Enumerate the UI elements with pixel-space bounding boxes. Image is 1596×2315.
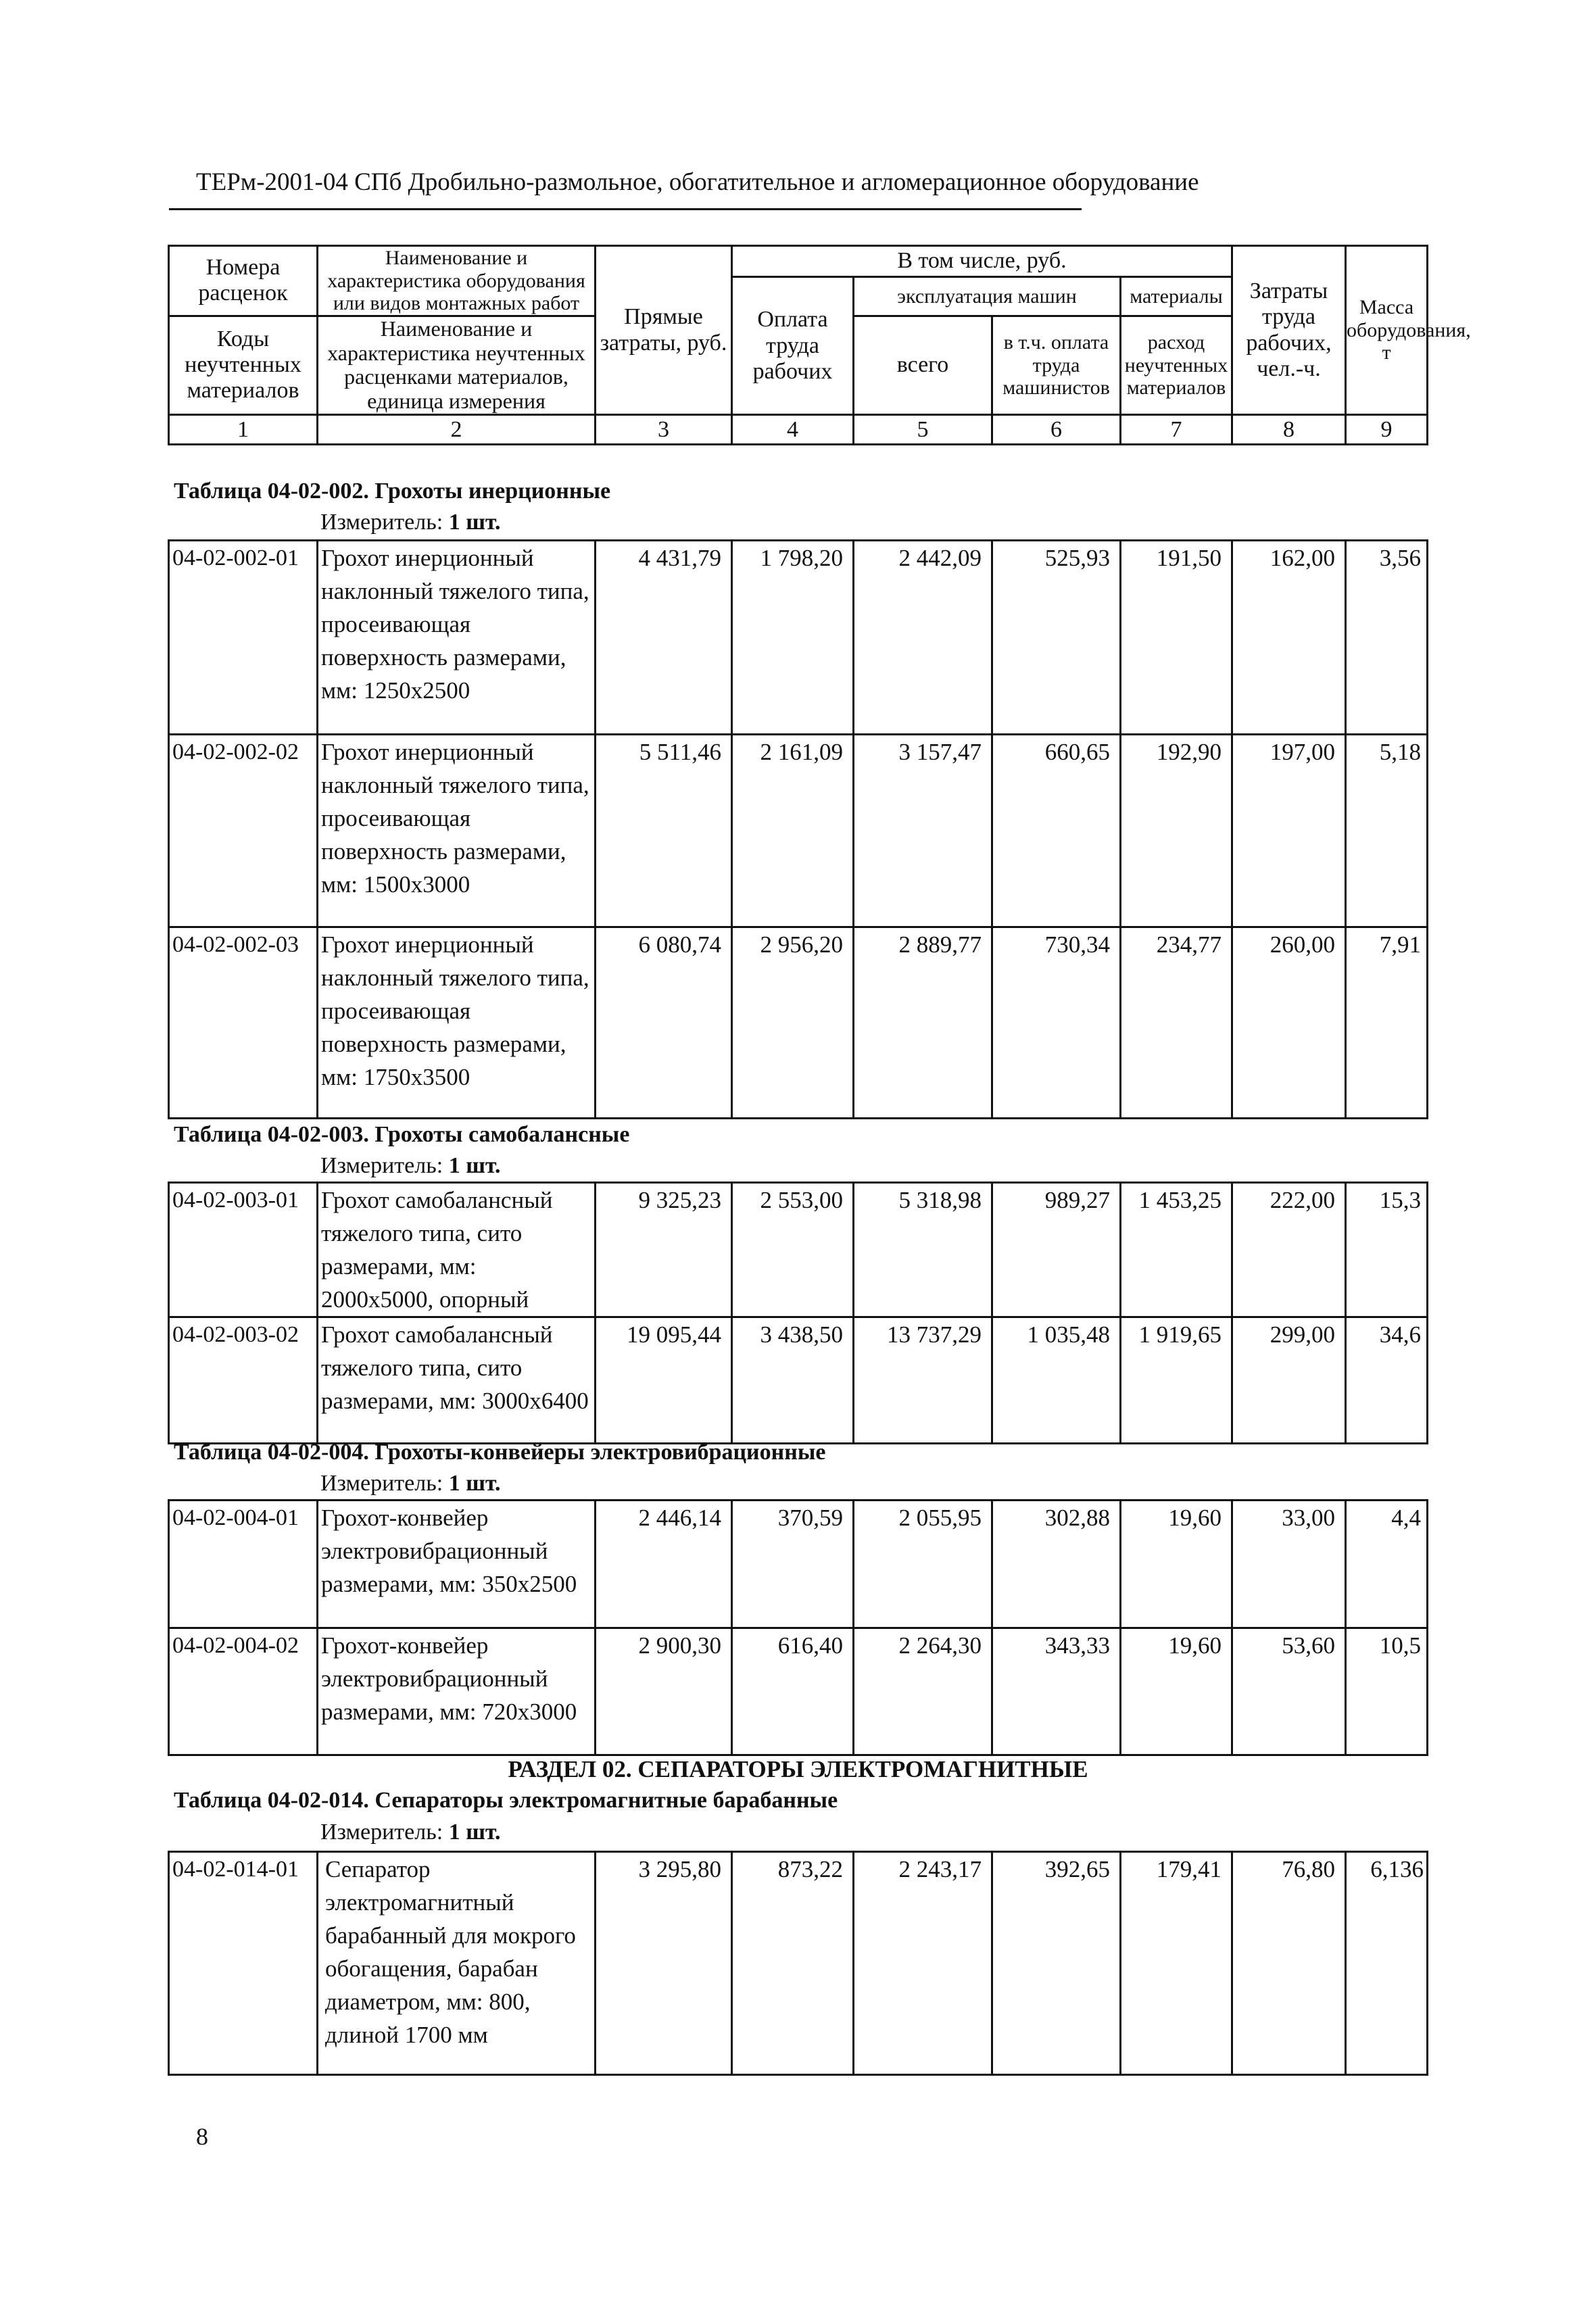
materials: 19,60 (1121, 1501, 1232, 1628)
col-number: 8 (1232, 415, 1346, 445)
materials: 1 453,25 (1121, 1183, 1232, 1317)
machine-labor: 302,88 (992, 1501, 1121, 1628)
mass: 34,6 (1346, 1317, 1428, 1444)
labor-pay: 2 161,09 (732, 735, 854, 927)
table-row (169, 1501, 1428, 1628)
direct-cost: 19 095,44 (596, 1317, 732, 1444)
hdr-labor-hours: Затраты труда рабочих, чел.-ч. (1232, 246, 1346, 415)
machine-labor: 730,34 (992, 927, 1121, 1119)
rate-code: 04-02-003-02 (169, 1317, 318, 1444)
machine-total: 2 055,95 (854, 1501, 992, 1628)
measure-label: Измеритель: (320, 510, 443, 535)
direct-cost: 9 325,23 (596, 1183, 732, 1317)
section-title: РАЗДЕЛ 02. СЕПАРАТОРЫ ЭЛЕКТРОМАГНИТНЫЕ (508, 1756, 1088, 1782)
labor-hours: 299,00 (1232, 1317, 1346, 1444)
table-row (169, 735, 1428, 927)
col-number: 3 (596, 415, 732, 445)
measure-line (320, 1820, 501, 1845)
rate-code: 04-02-004-01 (169, 1501, 318, 1628)
rate-name: Сепаратор электромагнитный барабанный для мокрого обогащения, барабан диаметром, мм: 800, длиной 1700 мм (318, 1852, 596, 2075)
labor-pay: 2 553,00 (732, 1183, 854, 1317)
table-row (169, 1628, 1428, 1755)
measure-unit: 1 шт. (448, 510, 501, 535)
labor-pay: 1 798,20 (732, 541, 854, 735)
machine-total: 5 318,98 (854, 1183, 992, 1317)
table-caption: Таблица 04-02-004. Грохоты-конвейеры электровибрационные (174, 1440, 826, 1465)
rates-table (168, 539, 1428, 1119)
rate-name: Грохот инерционный наклонный тяжелого типа, просеивающая поверхность размерами, мм: 1250х2500 (318, 541, 596, 735)
machine-labor: 660,65 (992, 735, 1121, 927)
rates-table (168, 1851, 1428, 2076)
direct-cost: 2 900,30 (596, 1628, 732, 1755)
measure-unit: 1 шт. (448, 1820, 501, 1845)
machine-total: 2 889,77 (854, 927, 992, 1119)
rate-name: Грохот-конвейер электровибрационный размерами, мм: 350х2500 (318, 1501, 596, 1628)
rate-code: 04-02-004-02 (169, 1628, 318, 1755)
mass: 3,56 (1346, 541, 1428, 735)
machine-labor: 392,65 (992, 1852, 1121, 2075)
header-table (168, 245, 1471, 445)
col-number: 7 (1121, 415, 1232, 445)
col-number: 5 (854, 415, 992, 445)
rates-table (168, 1181, 1428, 1444)
title-rule (169, 208, 1082, 210)
rate-name: Грохот инерционный наклонный тяжелого типа, просеивающая поверхность размерами, мм: 1500х3000 (318, 735, 596, 927)
rates-table (168, 1499, 1428, 1756)
rate-code: 04-02-002-01 (169, 541, 318, 735)
measure-unit: 1 шт. (448, 1471, 501, 1496)
hdr-including: В том числе, руб. (732, 246, 1232, 277)
labor-pay: 616,40 (732, 1628, 854, 1755)
hdr-mach-total: всего (854, 316, 992, 414)
mass: 10,5 (1346, 1628, 1428, 1755)
labor-pay: 873,22 (732, 1852, 854, 2075)
rate-name: Грохот-конвейер электровибрационный размерами, мм: 720х3000 (318, 1628, 596, 1755)
hdr-codes-bottom: Коды неучтенных материалов (169, 316, 318, 414)
rate-code: 04-02-003-01 (169, 1183, 318, 1317)
direct-cost: 4 431,79 (596, 541, 732, 735)
machine-labor: 989,27 (992, 1183, 1121, 1317)
col-number: 4 (732, 415, 854, 445)
rate-code: 04-02-014-01 (169, 1852, 318, 2075)
col-number: 9 (1346, 415, 1428, 445)
mass: 7,91 (1346, 927, 1428, 1119)
measure-unit: 1 шт. (448, 1153, 501, 1178)
hdr-codes-top: Номера расценок (169, 246, 318, 316)
machine-labor: 1 035,48 (992, 1317, 1121, 1444)
rate-name: Грохот самобалансный тяжелого типа, сито размерами, мм: 3000х6400 (318, 1317, 596, 1444)
rate-code: 04-02-002-03 (169, 927, 318, 1119)
machine-total: 2 442,09 (854, 541, 992, 735)
machine-total: 2 264,30 (854, 1628, 992, 1755)
labor-hours: 197,00 (1232, 735, 1346, 927)
labor-hours: 222,00 (1232, 1183, 1346, 1317)
labor-pay: 2 956,20 (732, 927, 854, 1119)
col-number: 2 (318, 415, 596, 445)
hdr-name-top: Наименование и характеристика оборудования или видов монтажных работ (318, 246, 596, 316)
hdr-labor-pay: Оплата труда рабочих (732, 277, 854, 415)
materials: 234,77 (1121, 927, 1232, 1119)
direct-cost: 2 446,14 (596, 1501, 732, 1628)
mass: 6,136 (1346, 1852, 1428, 2075)
page-number: 8 (196, 2123, 208, 2150)
direct-cost: 3 295,80 (596, 1852, 732, 2075)
hdr-direct: Прямые затраты, руб. (596, 246, 732, 415)
page-title: ТЕРм-2001-04 СПб Дробильно-размольное, обогатительное и агломерационное оборудование (196, 168, 1199, 196)
labor-pay: 370,59 (732, 1501, 854, 1628)
measure-label: Измеритель: (320, 1471, 443, 1496)
mass: 4,4 (1346, 1501, 1428, 1628)
mass: 5,18 (1346, 735, 1428, 927)
direct-cost: 5 511,46 (596, 735, 732, 927)
rate-code: 04-02-002-02 (169, 735, 318, 927)
rate-name: Грохот самобалансный тяжелого типа, сито размерами, мм: 2000х5000, опорный (318, 1183, 596, 1317)
measure-line (320, 1471, 501, 1496)
labor-pay: 3 438,50 (732, 1317, 854, 1444)
machine-total: 3 157,47 (854, 735, 992, 927)
materials: 19,60 (1121, 1628, 1232, 1755)
hdr-mass: Масса оборудования, т (1346, 246, 1428, 415)
table-row (169, 1317, 1428, 1444)
direct-cost: 6 080,74 (596, 927, 732, 1119)
table-row (169, 927, 1428, 1119)
materials: 179,41 (1121, 1852, 1232, 2075)
hdr-mach-labor: в т.ч. оплата труда машинистов (992, 316, 1121, 414)
col-number: 6 (992, 415, 1121, 445)
table-row (169, 541, 1428, 735)
labor-hours: 33,00 (1232, 1501, 1346, 1628)
machine-labor: 525,93 (992, 541, 1121, 735)
measure-label: Измеритель: (320, 1153, 443, 1178)
table-caption: Таблица 04-02-002. Грохоты инерционные (174, 479, 611, 504)
table-caption: Таблица 04-02-014. Сепараторы электромагнитные барабанные (174, 1788, 838, 1813)
mass: 15,3 (1346, 1183, 1428, 1317)
hdr-name-bottom: Наименование и характеристика неучтенных расценками материалов, единица измерения (318, 316, 596, 414)
table-caption: Таблица 04-02-003. Грохоты самобалансные (174, 1122, 630, 1147)
labor-hours: 260,00 (1232, 927, 1346, 1119)
labor-hours: 76,80 (1232, 1852, 1346, 2075)
machine-total: 13 737,29 (854, 1317, 992, 1444)
col-number: 1 (169, 415, 318, 445)
hdr-machines: эксплуатация машин (854, 277, 1121, 316)
table-row (169, 1852, 1428, 2075)
hdr-materials: материалы (1121, 277, 1232, 316)
measure-line (320, 1153, 501, 1179)
measure-label: Измеритель: (320, 1820, 443, 1845)
rate-name: Грохот инерционный наклонный тяжелого типа, просеивающая поверхность размерами, мм: 1750х3500 (318, 927, 596, 1119)
labor-hours: 162,00 (1232, 541, 1346, 735)
machine-total: 2 243,17 (854, 1852, 992, 2075)
labor-hours: 53,60 (1232, 1628, 1346, 1755)
hdr-materials-use: расход неучтенных материалов (1121, 316, 1232, 414)
measure-line (320, 510, 501, 535)
materials: 191,50 (1121, 541, 1232, 735)
machine-labor: 343,33 (992, 1628, 1121, 1755)
materials: 192,90 (1121, 735, 1232, 927)
materials: 1 919,65 (1121, 1317, 1232, 1444)
table-row (169, 1183, 1428, 1317)
